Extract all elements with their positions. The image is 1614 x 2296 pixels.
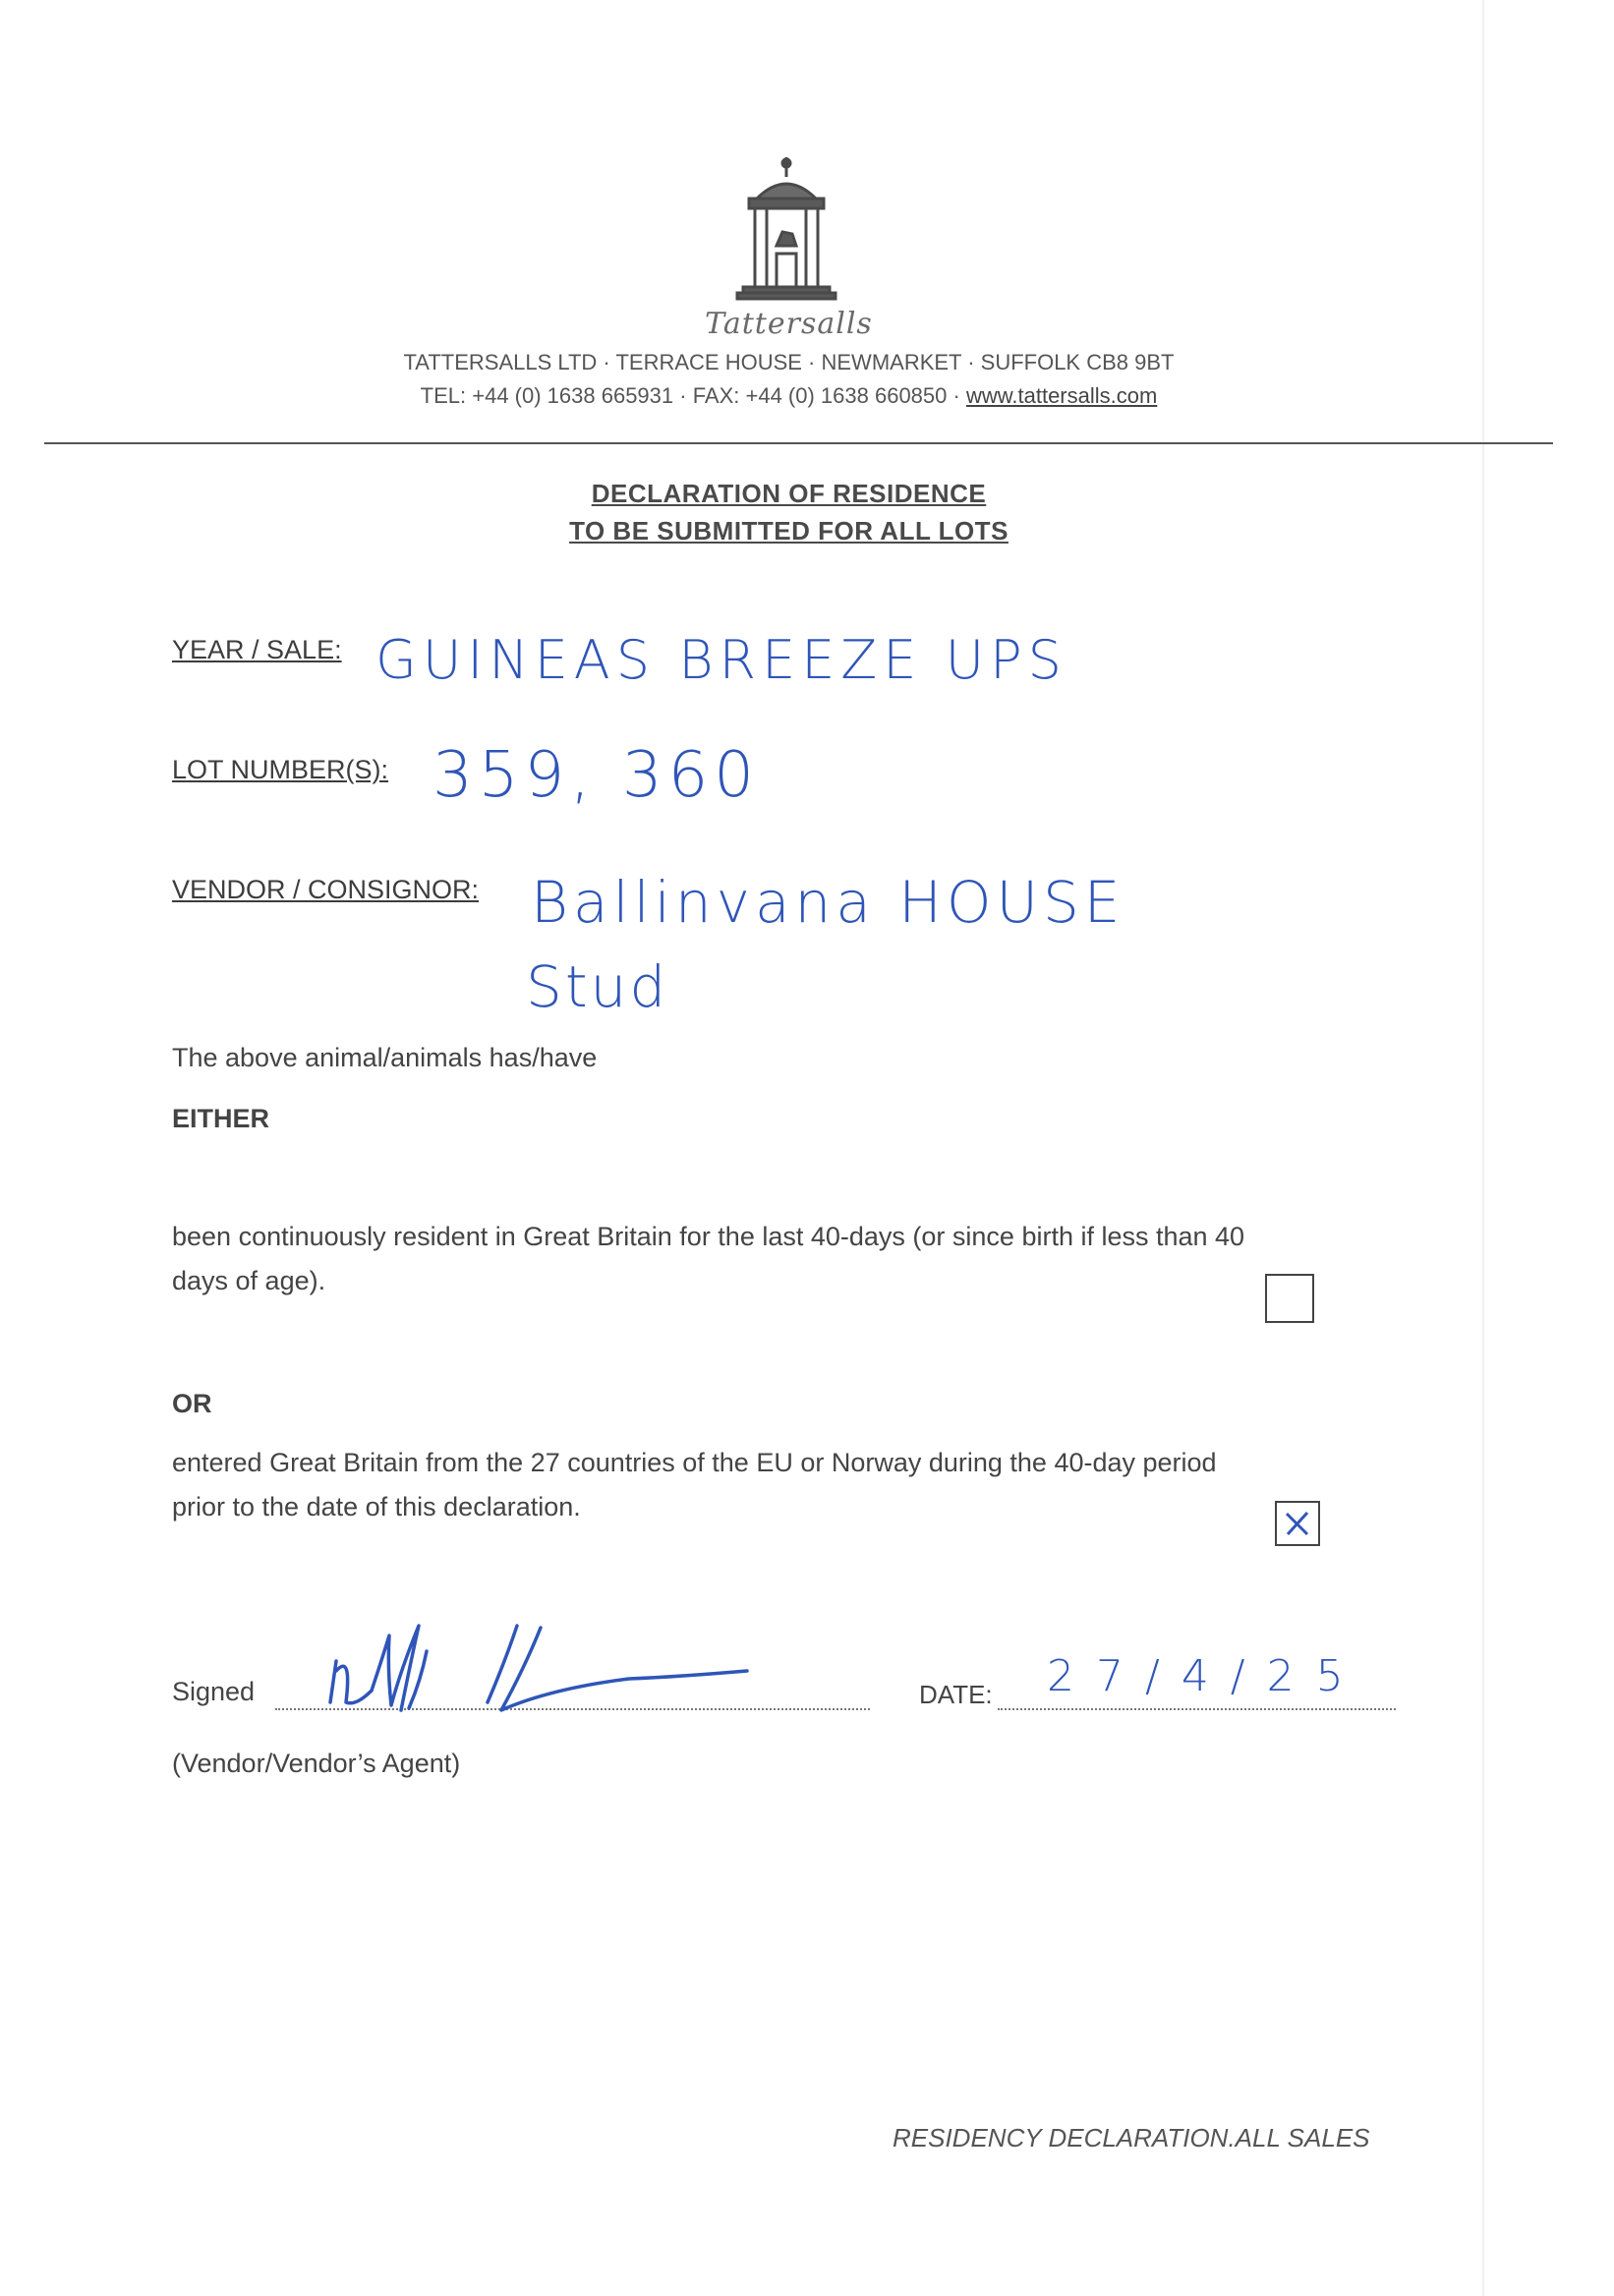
either-label: EITHER [172,1104,270,1133]
vendor-value-line1[interactable]: Ballinvana HOUSE [531,869,1125,936]
website-link[interactable]: www.tattersalls.com [965,383,1158,408]
contact-phone-fax: TEL: +44 (0) 1638 665931 · FAX: +44 (0) 1638 660850 · [420,383,966,408]
date-value[interactable]: 27/4/25 [1047,1651,1365,1701]
option1-text-line1: been continuously resident in Great Britain for the last 40-days (or since birth if less than 40 [172,1222,1245,1251]
option1-checkbox[interactable] [1265,1274,1314,1323]
lot-numbers-label: LOT NUMBER(S): [172,755,389,784]
signed-label: Signed [172,1677,256,1706]
page-edge-shadow [1482,0,1484,2296]
company-contact [0,383,1578,409]
year-sale-value[interactable]: GUINEAS BREEZE UPS [375,629,1067,691]
check-x-mark-icon [1277,1503,1318,1544]
vendor-value-line2[interactable]: Stud [526,953,669,1020]
company-address: TATTERSALLS LTD · TERRACE HOUSE · NEWMARKET · SUFFOLK CB8 9BT [403,350,1175,374]
brand-name: Tattersalls [705,307,873,341]
document-title: DECLARATION OF RESIDENCE [591,479,987,508]
option1-text-line2: days of age). [172,1266,326,1295]
form-reference: RESIDENCY DECLARATION.ALL SALES [893,2123,1370,2152]
document-subtitle: TO BE SUBMITTED FOR ALL LOTS [569,516,1009,545]
handwritten-signature[interactable] [324,1612,777,1720]
option2-text-line1: entered Great Britain from the 27 countries of the EU or Norway during the 40-day period [172,1448,1217,1477]
option2-text-line2: prior to the date of this declaration. [172,1492,581,1521]
date-line [998,1708,1396,1710]
signatory-role-label: (Vendor/Vendor’s Agent) [172,1749,461,1778]
option2-checkbox[interactable] [1275,1501,1320,1546]
lot-numbers-value[interactable]: 359, 360 [432,739,760,812]
header-divider [44,442,1553,444]
tattersalls-rotunda-logo [727,155,845,303]
or-label: OR [172,1389,212,1418]
date-label: DATE: [919,1680,993,1709]
year-sale-label: YEAR / SALE: [172,635,342,664]
statement-intro: The above animal/animals has/have [172,1043,598,1072]
vendor-label: VENDOR / CONSIGNOR: [172,875,480,904]
